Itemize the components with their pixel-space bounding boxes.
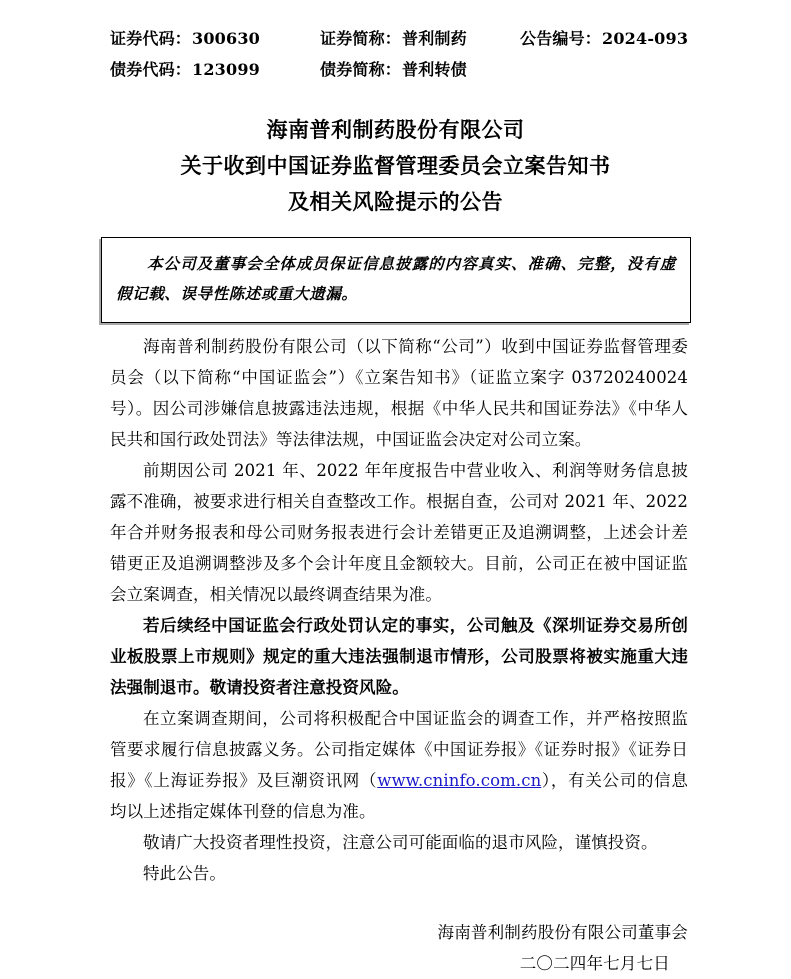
bond-code-value: 123099 [192,60,261,79]
announcement-number-cell [520,26,690,49]
signature-company: 海南普利制药股份有限公司董事会 [437,923,688,942]
paragraph-investor-advice: 敬请广大投资者理性投资，注意公司可能面临的退市风险，谨慎投资。 [143,833,658,852]
signature-date: 二〇二四年七月七日 [519,954,670,973]
security-code-value: 300630 [192,29,261,48]
disclosure-text-before-link: 在立案调查期间，公司将积极配合中国证监会的调查工作，并严格按照监管要求履行信息披露义务。公司指定媒体《中国证券报》《证券时报》《证券日报》《上海证券报》及巨潮资讯网（ [110,709,688,790]
cninfo-link[interactable]: www.cninfo.com.cn [377,771,542,790]
announcement-body [110,331,688,889]
security-code-label: 证券代码： [110,29,192,48]
disclaimer-container [101,237,691,323]
header-row-bond [110,57,690,88]
title-line-subject: 关于收到中国证券监督管理委员会立案告知书 [180,154,611,178]
disclaimer-box [101,237,691,323]
announcement-number-label: 公告编号： [520,29,602,48]
paragraph-delisting-risk: 若后续经中国证监会行政处罚认定的事实，公司触及《深圳证券交易所创业板股票上市规则》规定的重大违法强制退市情形，公司股票将被实施重大违法强制退市。敬请投资者注意投资风险。 [110,616,688,697]
security-code-cell [110,26,320,49]
announcement-number-value: 2024-093 [602,29,689,48]
security-name-cell [320,26,520,49]
bond-name-label: 债券简称： [320,60,402,79]
bond-code-label: 债券代码： [110,60,192,79]
page-title [60,112,731,220]
security-code-header [110,26,690,88]
header-row-security [110,26,690,57]
paragraph-background: 前期因公司 2021 年、2022 年年度报告中营业收入、利润等财务信息披露不准确，被要求进行相关自查整改工作。根据自查，公司对 2021 年、2022 年合并财务报表和母公司财务报表进行会计差错更正及追溯调整，上述会计差错更正及追溯调整涉及多个会计年度且金额较大。目前，公司正在被中国证监会立案调查，相关情况以最终调查结果为准。 [110,461,688,604]
security-name-label: 证券简称： [320,29,402,48]
signature-block [110,917,688,979]
disclosure-text-after-link: ），有关公司的信息均以上述指定媒体刊登的信息为准。 [110,771,688,821]
paragraph-case-notice: 海南普利制药股份有限公司（以下简称“公司”）收到中国证券监督管理委员会（以下简称“中国证监会”）《立案告知书》（证监立案字 03720240024号）。因公司涉嫌信息披露违法违规，根据《中华人民共和国证券法》《中华人民共和国行政处罚法》等法律法规，中国证监会决定对公司立案。 [110,337,688,449]
title-line-suffix: 及相关风险提示的公告 [288,190,503,214]
security-name-value: 普利制药 [402,29,467,48]
bond-name-value: 普利转债 [402,60,467,79]
bond-code-cell [110,57,320,80]
bond-name-cell [320,57,520,80]
title-line-company: 海南普利制药股份有限公司 [266,118,525,142]
paragraph-closing: 特此公告。 [143,864,226,883]
disclaimer-text: 本公司及董事会全体成员保证信息披露的内容真实、准确、完整，没有虚假记载、误导性陈述或重大遗漏。 [116,254,676,303]
paragraph-disclosure-media [110,703,688,827]
